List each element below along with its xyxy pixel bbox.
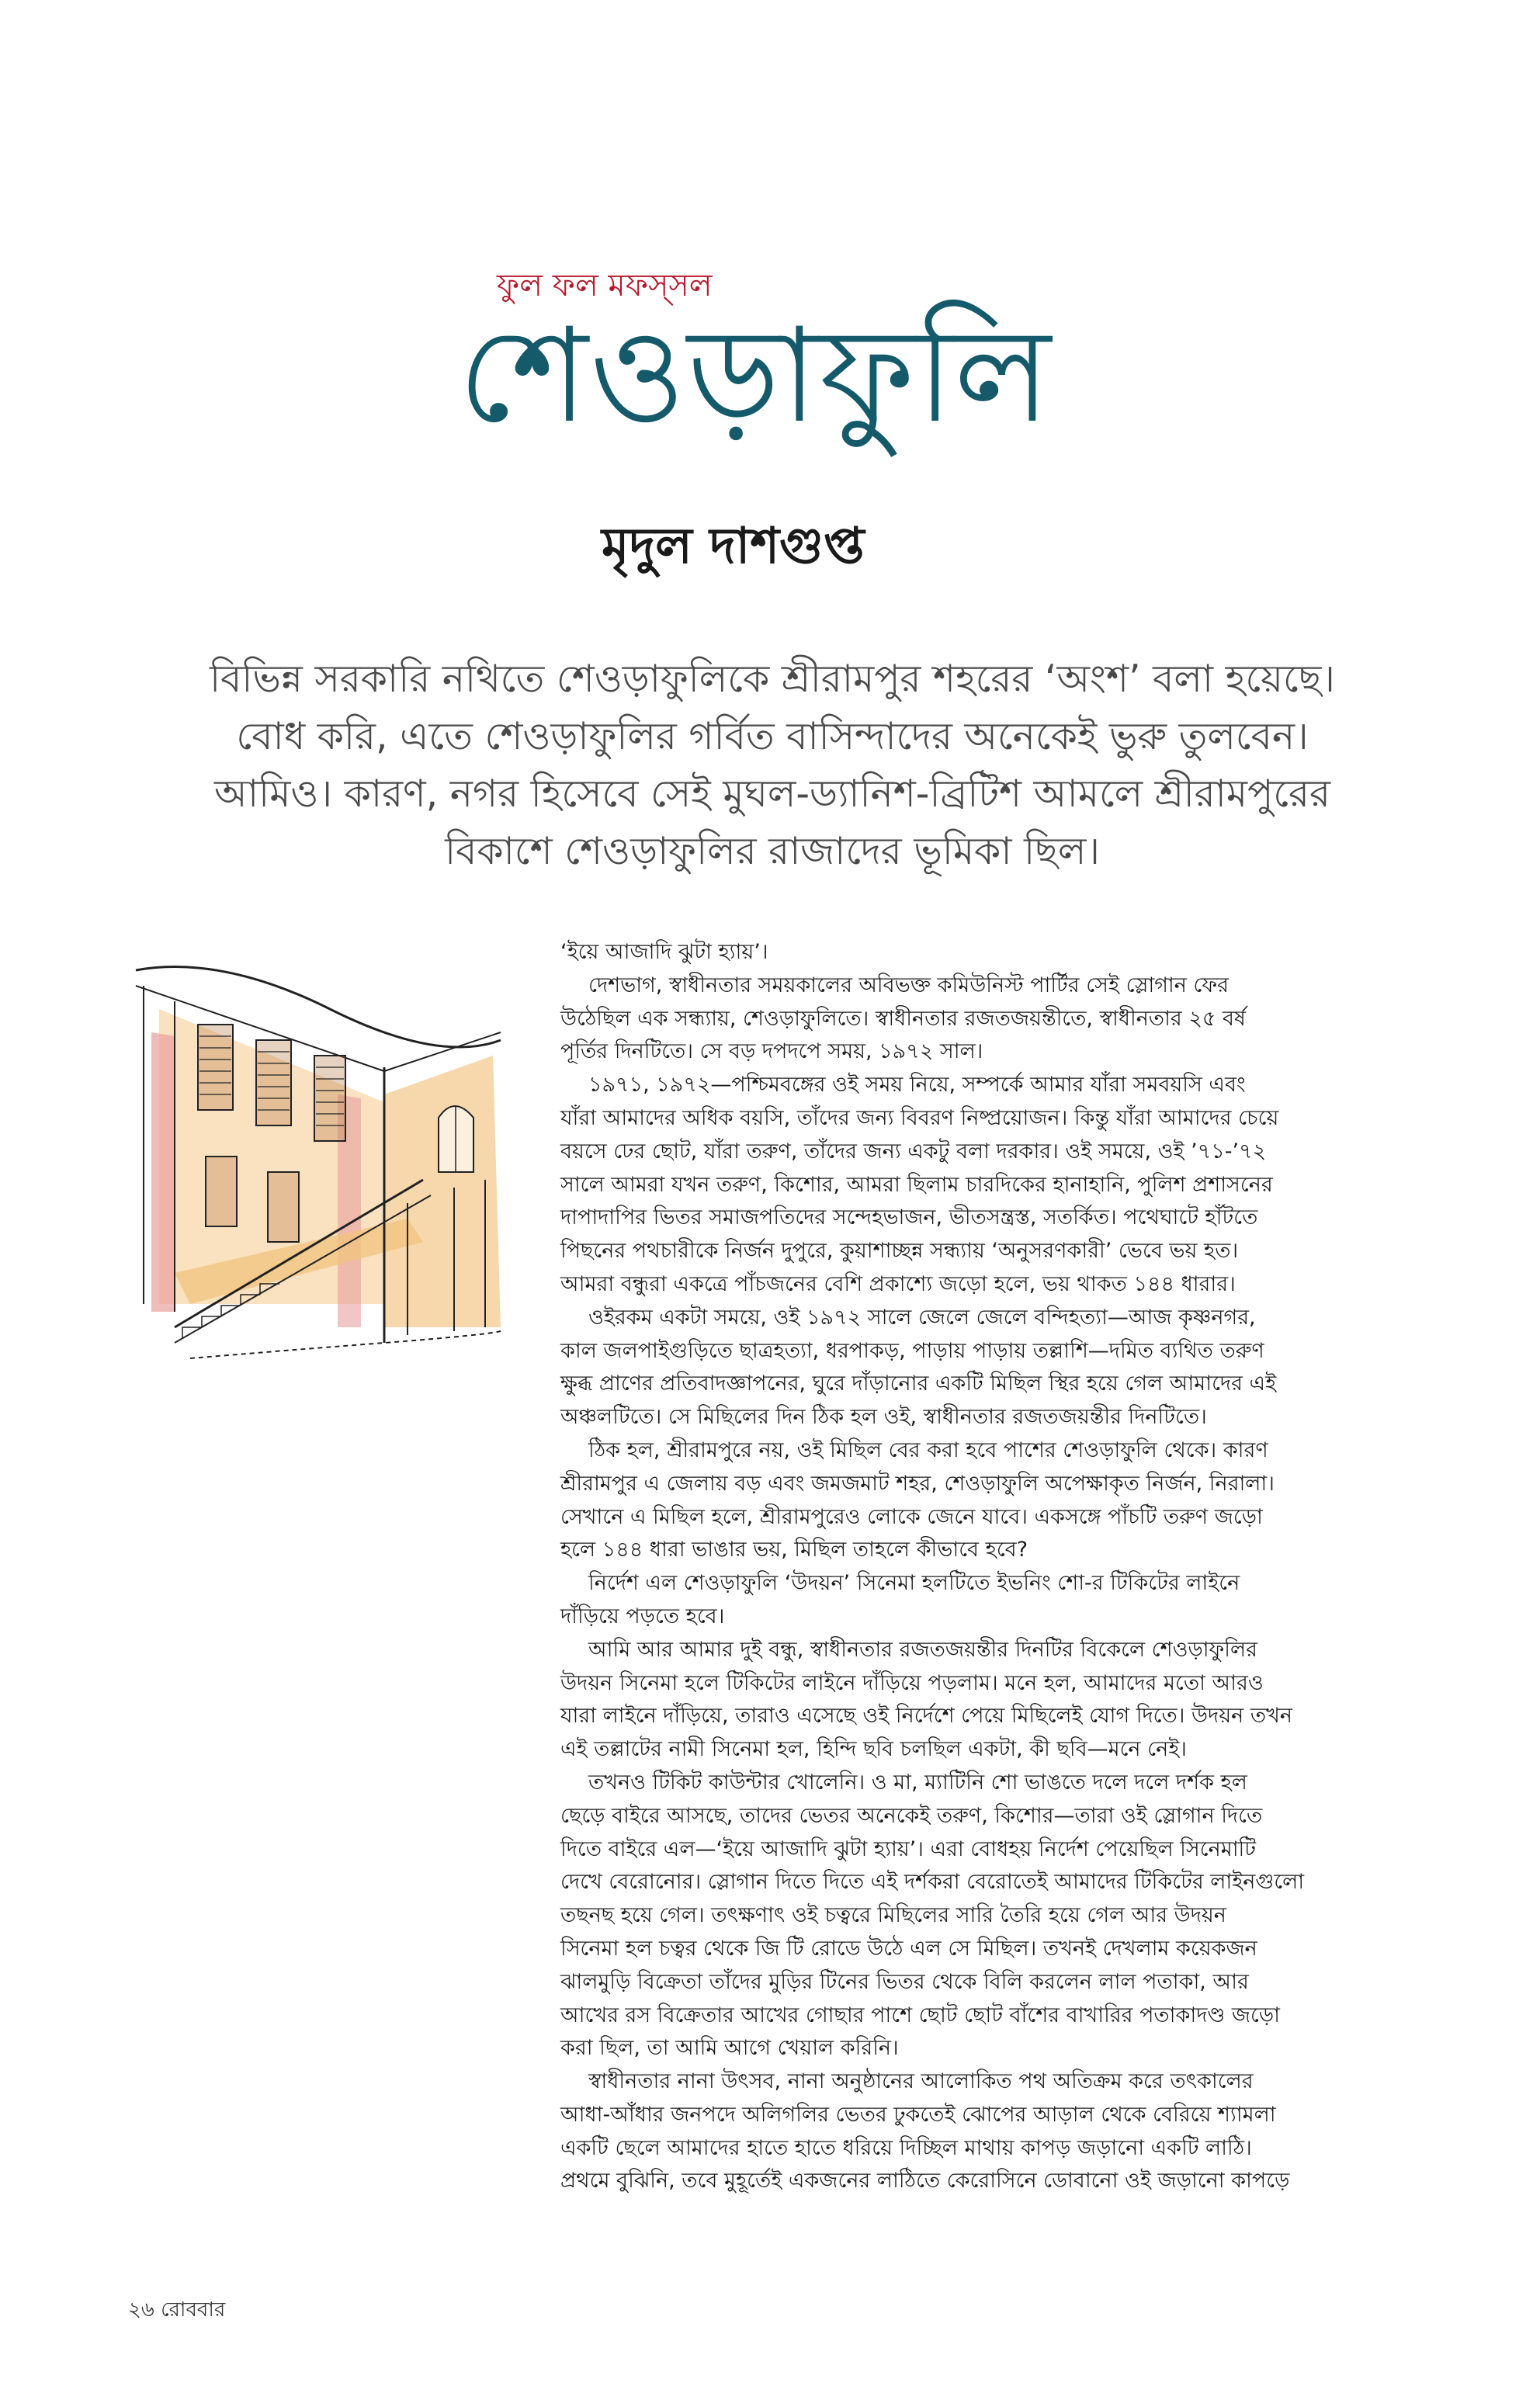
body-line: যাঁরা আমাদের অধিক বয়সি, তাঁদের জন্য বিবরণ নিষ্প্রয়োজন। কিন্তু যাঁরা আমাদের চেয়ে bbox=[560, 1105, 1279, 1130]
body-line: ক্ষুব্ধ প্রাণের প্রতিবাদজ্ঞাপনের, ঘুরে দাঁড়ানোর একটি মিছিল স্থির হয়ে গেল আমাদের এই bbox=[560, 1372, 1277, 1396]
building-staircase-illustration bbox=[128, 939, 524, 1374]
body-line: করা ছিল, তা আমি আগে খেয়াল করিনি। bbox=[560, 2036, 899, 2061]
body-line: দিতে বাইরে এল—‘ইয়ে আজাদি ঝুটা হ্যায়’। এরা বোধহয় নির্দেশ পেয়েছিল সিনেমাটি bbox=[560, 1836, 1256, 1861]
body-line: আধা-আঁধার জনপদে অলিগলির ভেতর ঢুকতেই ঝোপের আড়াল থেকে বেরিয়ে শ্যামলা bbox=[560, 2102, 1276, 2127]
body-line: অঞ্চলটিতে। সে মিছিলের দিন ঠিক হল ওই, স্বাধীনতার রজতজয়ন্তীর দিনটিতে। bbox=[560, 1405, 1207, 1430]
body-line: সালে আমরা যখন তরুণ, কিশোর, আমরা ছিলাম চারদিকের হানাহানি, পুলিশ প্রশাসনের bbox=[560, 1172, 1273, 1197]
body-line: উঠেছিল এক সন্ধ্যায়, শেওড়াফুলিতে। স্বাধীনতার রজতজয়ন্তীতে, স্বাধীনতার ২৫ বর্ষ bbox=[560, 1006, 1246, 1031]
body-line: সেখানে এ মিছিল হলে, শ্রীরামপুরেও লোকে জেনে যাবে। একসঙ্গে পাঁচটি তরুণ জড়ো bbox=[560, 1504, 1263, 1529]
body-line: ঠিক হল, শ্রীরামপুরে নয়, ওই মিছিল বের করা হবে পাশের শেওড়াফুলি থেকে। কারণ bbox=[588, 1438, 1268, 1462]
body-line: ‘ইয়ে আজাদি ঝুটা হ্যায়’। bbox=[560, 940, 768, 964]
body-line: উদয়ন সিনেমা হলে টিকিটের লাইনে দাঁড়িয়ে পড়লাম। মনে হল, আমাদের মতো আরও bbox=[560, 1670, 1264, 1695]
section-kicker: ফুল ফল মফস্‌সল bbox=[497, 268, 713, 303]
standfirst-line: বোধ করি, এতে শেওড়াফুলির গর্বিত বাসিন্দাদের অনেকেই ভুরু তুলবেন। bbox=[236, 714, 1309, 758]
body-line: এই তল্লাটের নামী সিনেমা হল, হিন্দি ছবি চলছিল একটা, কী ছবি—মনে নেই। bbox=[560, 1737, 1187, 1762]
page-folio: ২৬ রোববার bbox=[128, 2298, 226, 2322]
body-line: দেশভাগ, স্বাধীনতার সময়কালের অবিভক্ত কমিউনিস্ট পার্টির সেই স্লোগান ফের bbox=[588, 973, 1229, 997]
standfirst-line: বিভিন্ন সরকারি নথিতে শেওড়াফুলিকে শ্রীরামপুর শহরের ‘অংশ’ বলা হয়েছে। bbox=[210, 657, 1335, 701]
body-line: দাপাদাপির ভিতর সমাজপতিদের সন্দেহভাজন, ভীতসন্ত্রস্ত, সতর্কিত। পথেঘাটে হাঁটতে bbox=[560, 1205, 1258, 1230]
body-line: ঝালমুড়ি বিক্রেতা তাঁদের মুড়ির টিনের ভিতর থেকে বিলি করলেন লাল পতাকা, আর bbox=[560, 1969, 1249, 1994]
body-line: পিছনের পথচারীকে নির্জন দুপুরে, কুয়াশাচ্ছন্ন সন্ধ্যায় ‘অনুসরণকারী’ ভেবে ভয় হত। bbox=[560, 1239, 1239, 1264]
body-line: বয়সে ঢের ছোট, যাঁরা তরুণ, তাঁদের জন্য একটু বলা দরকার। ওই সময়ে, ওই ’৭১-’৭২ bbox=[560, 1139, 1267, 1164]
body-line: সিনেমা হল চত্বর থেকে জি টি রোডে উঠে এল সে মিছিল। তখনই দেখলাম কয়েকজন bbox=[560, 1936, 1257, 1961]
body-line: ওইরকম একটা সময়ে, ওই ১৯৭২ সালে জেলে জেলে বন্দিহত্যা—আজ কৃষ্ণনগর, bbox=[588, 1305, 1256, 1330]
standfirst bbox=[151, 650, 1393, 880]
author-byline: মৃদুল দাশগুপ্ত bbox=[602, 517, 865, 575]
body-line: নির্দেশ এল শেওড়াফুলি ‘উদয়ন’ সিনেমা হলটিতে ইভনিং শো-র টিকিটের লাইনে bbox=[588, 1571, 1240, 1596]
body-line: হলে ১৪৪ ধারা ভাঙার ভয়, মিছিল তাহলে কীভাবে হবে? bbox=[560, 1538, 1028, 1562]
body-line: ১৯৭১, ১৯৭২—পশ্চিমবঙ্গের ওই সময় নিয়ে, সম্পর্কে আমার যাঁরা সমবয়সি এবং bbox=[588, 1073, 1246, 1098]
body-line: পূর্তির দিনটিতে। সে বড় দপদপে সময়, ১৯৭২ সাল। bbox=[560, 1039, 983, 1064]
body-line: আমি আর আমার দুই বন্ধু, স্বাধীনতার রজতজয়ন্তীর দিনটির বিকেলে শেওড়াফুলির bbox=[588, 1637, 1257, 1662]
body-line: শ্রীরামপুর এ জেলায় বড় এবং জমজমাট শহর, শেওড়াফুলি অপেক্ষাকৃত নির্জন, নিরালা। bbox=[560, 1471, 1275, 1496]
body-line: একটি ছেলে আমাদের হাতে হাতে ধরিয়ে দিচ্ছিল মাথায় কাপড় জড়ানো একটি লাঠি। bbox=[560, 2135, 1252, 2160]
body-line: আখের রস বিক্রেতার আখের গোছার পাশে ছোট ছোট বাঁশের বাখারির পতাকাদণ্ড জড়ো bbox=[560, 2003, 1280, 2027]
article-body bbox=[560, 936, 1382, 2198]
body-line: তখনও টিকিট কাউন্টার খোলেনি। ও মা, ম্যাটিনি শো ভাঙতে দলে দলে দর্শক হল bbox=[588, 1770, 1247, 1795]
body-line: যারা লাইনে দাঁড়িয়ে, তারাও এসেছে ওই নির্দেশে পেয়ে মিছিলেই যোগ দিতে। উদয়ন তখন bbox=[560, 1704, 1292, 1729]
standfirst-line: আমিও। কারণ, নগর হিসেবে সেই মুঘল-ড্যানিশ-ব্রিটিশ আমলে শ্রীরামপুরের bbox=[214, 772, 1330, 816]
body-line: প্রথমে বুঝিনি, তবে মুহূর্তেই একজনের লাঠিতে কেরোসিনে ডোবানো ওই জড়ানো কাপড়ে bbox=[560, 2169, 1290, 2194]
standfirst-line: বিকাশে শেওড়াফুলির রাজাদের ভূমিকা ছিল। bbox=[445, 829, 1100, 873]
body-line: আমরা বন্ধুরা একত্রে পাঁচজনের বেশি প্রকাশ্যে জড়ো হলে, ভয় থাকত ১৪৪ ধারার। bbox=[560, 1271, 1236, 1296]
body-line: দেখে বেরোনোর। স্লোগান দিতে দিতে এই দর্শকরা বেরোতেই আমাদের টিকিটের লাইনগুলো bbox=[560, 1870, 1305, 1895]
body-line: স্বাধীনতার নানা উৎসব, নানা অনুষ্ঠানের আলোকিত পথ অতিক্রম করে তৎকালের bbox=[588, 2069, 1254, 2094]
body-line: ছেড়ে বাইরে আসছে, তাদের ভেতর অনেকেই তরুণ, কিশোর—তারা ওই স্লোগান দিতে bbox=[560, 1803, 1263, 1828]
body-line: কাল জলপাইগুড়িতে ছাত্রহত্যা, ধরপাকড়, পাড়ায় পাড়ায় তল্লাশি—দমিত ব্যথিত তরুণ bbox=[560, 1338, 1264, 1363]
article-title: শেওড়াফুলি bbox=[458, 300, 1053, 452]
body-line: দাঁড়িয়ে পড়তে হবে। bbox=[560, 1604, 725, 1628]
body-line: তছনছ হয়ে গেল। তৎক্ষণাৎ ওই চত্বরে মিছিলের সারি তৈরি হয়ে গেল আর উদয়ন bbox=[560, 1903, 1226, 1928]
